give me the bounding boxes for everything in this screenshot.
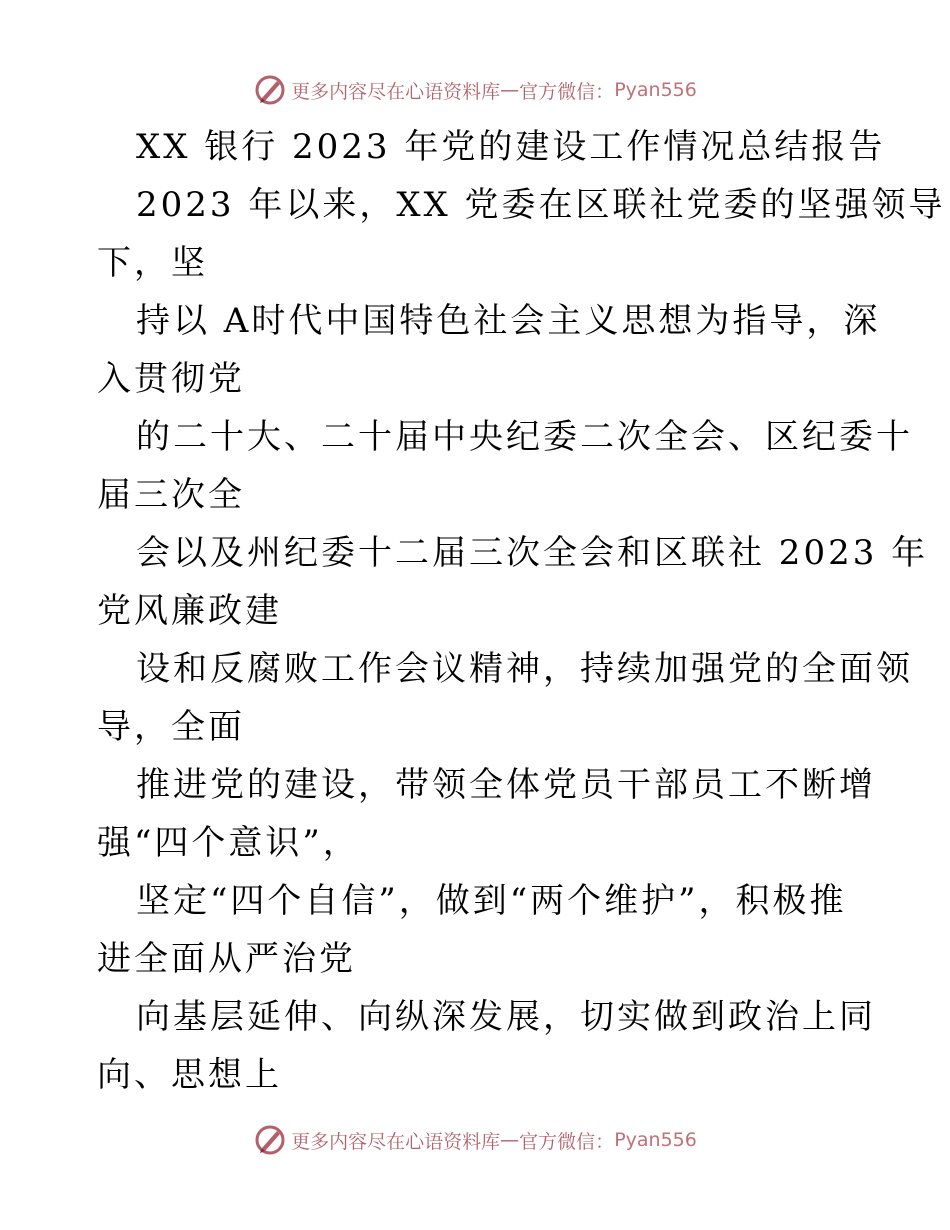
banner-text: 更多内容尽在心语资料库 (291, 80, 501, 103)
header-banner (0, 70, 950, 110)
text-line: 会以及州纪委十二届三次全会和区联社 2023 年 (136, 533, 929, 573)
text-line: 坚定“四个自信”，做到“两个维护”，积极推 (136, 881, 847, 921)
text-line: 强“四个意识”， (97, 823, 360, 863)
banner-wechat-id: Pyan556 (614, 79, 697, 101)
text-line: 党风廉政建 (97, 591, 282, 631)
banner-separator: — (500, 1129, 520, 1151)
pen-logo-icon (253, 73, 287, 107)
text-line: 入贯彻党 (97, 359, 245, 399)
text-line: 下，坚 (97, 243, 208, 283)
text-line: 届三次全 (97, 475, 245, 515)
text-line: 进全面从严治党 (97, 939, 356, 979)
text-line: 导，全面 (97, 707, 245, 747)
text-line: 推进党的建设，带领全体党员干部员工不断增 (136, 765, 876, 805)
text-line: 的二十大、二十届中央纪委二次全会、区纪委十 (136, 417, 913, 457)
text-line: 2023 年以来，XX 党委在区联社党委的坚强领导 (136, 185, 946, 225)
banner-wechat-id: Pyan556 (614, 1129, 697, 1151)
document-title: XX 银行 2023 年党的建设工作情况总结报告 (136, 127, 886, 167)
text-line: 向、思想上 (97, 1055, 282, 1095)
text-line: 向基层延伸、向纵深发展，切实做到政治上同 (136, 997, 876, 1037)
footer-banner (0, 1120, 950, 1160)
banner-contact: 官方微信： (519, 1130, 615, 1153)
banner-separator: — (500, 79, 520, 101)
banner-text: 更多内容尽在心语资料库 (291, 1130, 501, 1153)
banner-contact: 官方微信： (519, 80, 615, 103)
pen-logo-icon (253, 1123, 287, 1157)
text-line: 设和反腐败工作会议精神，持续加强党的全面领 (136, 649, 913, 689)
text-line: 持以 A时代中国特色社会主义思想为指导，深 (136, 301, 881, 341)
